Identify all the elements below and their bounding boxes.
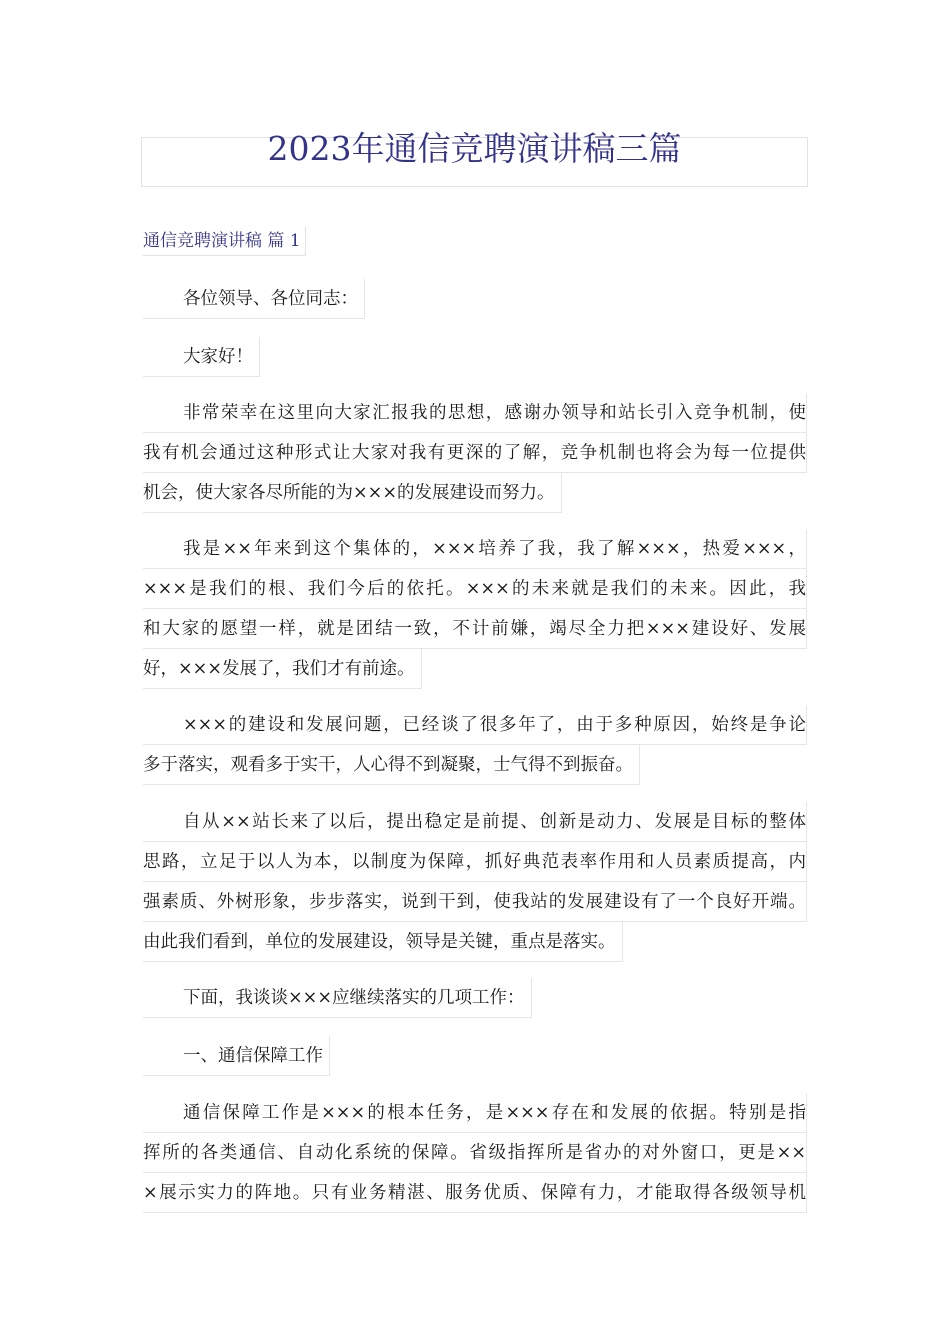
paragraph-line: 各位领导、各位同志：: [143, 279, 365, 319]
paragraph-background: [143, 529, 807, 704]
paragraph-transition: [143, 978, 807, 1033]
paragraph-line: 好，×××发展了，我们才有前途。: [143, 649, 422, 689]
paragraph-communication: [143, 1093, 807, 1213]
paragraph-line: 思路，立足于以人为本，以制度为保障，抓好典范表率作用和人员素质提高，内: [143, 842, 807, 882]
paragraph-line: ×××的建设和发展问题，已经谈了很多年了，由于多种原因，始终是争论: [143, 705, 807, 745]
paragraph-greeting: [143, 337, 807, 392]
paragraph-line: 强素质、外树形象，步步落实，说到干到，使我站的发展建设有了一个良好开端。: [143, 882, 807, 922]
paragraph-line: 一、通信保障工作: [143, 1036, 330, 1076]
paragraph-line: 我是××年来到这个集体的，×××培养了我，我了解×××，热爱×××，: [143, 529, 807, 569]
paragraph-line: 由此我们看到，单位的发展建设，领导是关键，重点是落实。: [143, 922, 623, 962]
paragraph-line: 非常荣幸在这里向大家汇报我的思想，感谢办领导和站长引入竞争机制，使: [143, 393, 807, 433]
paragraph-line: 大家好！: [143, 337, 260, 377]
paragraph-line: 下面，我谈谈×××应继续落实的几项工作：: [143, 978, 532, 1018]
page-title: 2023年通信竞聘演讲稿三篇: [267, 129, 682, 168]
paragraph-salutation: [143, 279, 807, 334]
section-heading: 通信竞聘演讲稿 篇 1: [143, 227, 306, 256]
paragraph-intro: [143, 393, 807, 528]
paragraph-line: 自从××站长来了以后，提出稳定是前提、创新是动力、发展是目标的整体: [143, 802, 807, 842]
paragraph-line: 挥所的各类通信、自动化系统的保障。省级指挥所是省办的对外窗口，更是××: [143, 1133, 807, 1173]
paragraph-line: 我有机会通过这种形式让大家对我有更深的了解，竞争机制也将会为每一位提供: [143, 433, 807, 473]
paragraph-line: ×××是我们的根、我们今后的依托。×××的未来就是我们的未来。因此，我: [143, 569, 807, 609]
paragraph-line: ×展示实力的阵地。只有业务精湛、服务优质、保障有力，才能取得各级领导机: [143, 1173, 807, 1213]
paragraph-leadership: [143, 802, 807, 977]
paragraph-line: 多于落实，观看多于实干，人心得不到凝聚，士气得不到振奋。: [143, 745, 640, 785]
paragraph-problems: [143, 705, 807, 800]
paragraph-line: 通信保障工作是×××的根本任务，是×××存在和发展的依据。特别是指: [143, 1093, 807, 1133]
subheading-communication: [143, 1036, 807, 1091]
paragraph-line: 和大家的愿望一样，就是团结一致，不计前嫌，竭尽全力把×××建设好、发展: [143, 609, 807, 649]
paragraph-line: 机会，使大家各尽所能的为×××的发展建设而努力。: [143, 473, 562, 513]
